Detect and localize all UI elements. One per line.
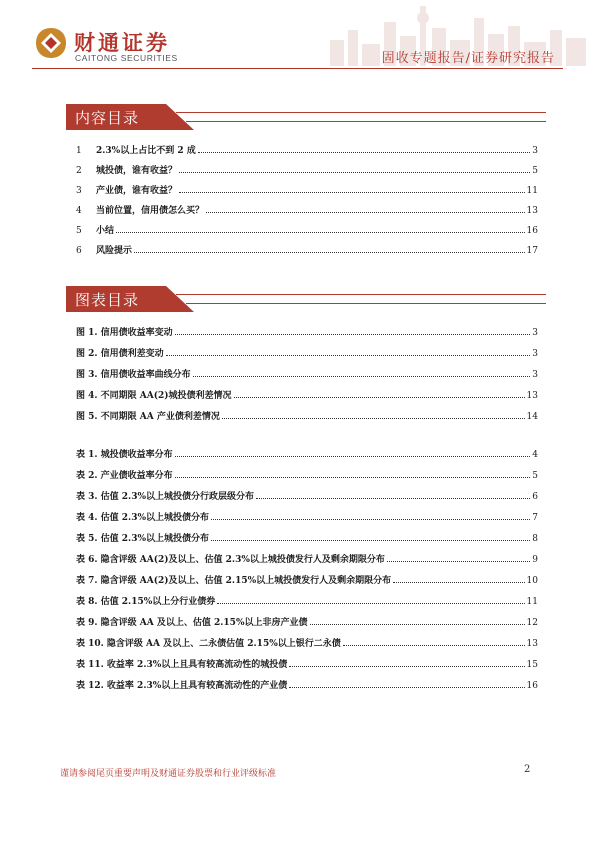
toc-leader-dots [289,666,524,667]
table-item[interactable] [76,444,538,460]
figure-page: 14 [526,412,538,422]
figure-page: 3 [532,349,538,359]
toc-leader-dots [175,456,531,457]
toc-leader-dots [256,498,530,499]
logo-chinese-name: 财通证券 [74,31,170,55]
table-item[interactable] [76,675,538,691]
toc-leader-dots [175,477,531,478]
toc-leader-dots [116,232,525,233]
toc-page: 17 [526,246,538,256]
page-header [0,0,595,80]
report-type: 固收专题报告/证券研究报告 [381,51,555,66]
figure-item[interactable] [76,406,538,422]
figure-page: 3 [532,328,538,338]
toc-item[interactable] [76,140,538,156]
toc-title: 小结 [96,226,115,236]
toc-leader-dots [193,376,531,377]
table-title: 表 10. 隐含评级 AA 及以上、二永债估值 2.15%以上银行二永债 [76,639,341,649]
toc-leader-dots [387,561,530,562]
toc-number: 4 [76,206,82,216]
table-title: 表 4. 估值 2.3%以上城投债分布 [76,513,210,523]
table-title: 表 2. 产业债收益率分布 [76,471,173,481]
caitong-logo-icon [34,26,68,60]
table-item[interactable] [76,612,538,628]
figure-title: 图 3. 信用债收益率曲线分布 [76,370,191,380]
toc-title: 风险提示 [96,246,133,256]
section-rule [186,303,546,304]
toc-leader-dots [211,519,530,520]
toc-leader-dots [206,212,525,213]
toc-title: 2.3%以上占比不到 2 成 [96,146,196,156]
figure-item[interactable] [76,364,538,380]
toc-page: 3 [532,146,538,156]
toc-page: 16 [526,226,538,236]
table-page: 11 [526,597,538,607]
page-number: 2 [524,764,531,775]
table-item[interactable] [76,570,538,586]
table-page: 4 [532,450,538,460]
toc-item[interactable] [76,240,538,256]
table-title: 表 11. 收益率 2.3%以上且具有较高流动性的城投债 [76,660,288,670]
figure-title: 图 1. 信用债收益率变动 [76,328,173,338]
toc-leader-dots [166,355,531,356]
toc-leader-dots [179,172,530,173]
toc-leader-dots [310,624,525,625]
table-page: 12 [526,618,538,628]
table-item[interactable] [76,633,538,649]
table-page: 15 [526,660,538,670]
table-page: 6 [532,492,538,502]
table-item[interactable] [76,486,538,502]
toc-page: 13 [526,206,538,216]
table-item[interactable] [76,528,538,544]
table-item[interactable] [76,507,538,523]
contents-title: 内容目录 [75,109,140,127]
table-page: 10 [526,576,538,586]
table-page: 8 [532,534,538,544]
toc-number: 3 [76,186,82,196]
toc-leader-dots [211,540,530,541]
figure-item[interactable] [76,385,538,401]
table-page: 16 [526,681,538,691]
figures-title: 图表目录 [75,291,140,309]
table-title: 表 3. 估值 2.3%以上城投债分行政层级分布 [76,492,255,502]
table-title: 表 7. 隐含评级 AA(2)及以上、估值 2.15%以上城投债发行人及剩余期限分布 [76,576,392,586]
toc-number: 6 [76,246,82,256]
toc-leader-dots [222,418,525,419]
table-title: 表 5. 估值 2.3%以上城投债分布 [76,534,210,544]
contents-section-header [66,104,546,130]
toc-leader-dots [393,582,524,583]
figure-title: 图 2. 信用债利差变动 [76,349,164,359]
toc-leader-dots [343,645,525,646]
footer-disclaimer: 谨请参阅尾页重要声明及财通证券股票和行业评级标准 [60,769,277,779]
toc-leader-dots [198,152,531,153]
table-item[interactable] [76,654,538,670]
toc-item[interactable] [76,200,538,216]
section-rule [186,121,546,122]
figure-title: 图 4. 不同期限 AA(2)城投债利差情况 [76,391,232,401]
toc-leader-dots [179,192,525,193]
toc-title: 当前位置，信用债怎么买？ [96,206,205,216]
section-rule [176,112,546,113]
toc-leader-dots [217,603,524,604]
toc-number: 2 [76,166,82,176]
logo-english-name: CAITONG SECURITIES [75,53,178,63]
figure-page: 13 [526,391,538,401]
toc-number: 5 [76,226,82,236]
toc-item[interactable] [76,160,538,176]
figure-page: 3 [532,370,538,380]
table-page: 7 [532,513,538,523]
figure-title: 图 5. 不同期限 AA 产业债利差情况 [76,412,220,422]
table-item[interactable] [76,465,538,481]
toc-item[interactable] [76,180,538,196]
toc-leader-dots [175,334,531,335]
table-page: 5 [532,471,538,481]
toc-title: 城投债，谁有收益？ [96,166,178,176]
table-title: 表 1. 城投债收益率分布 [76,450,173,460]
table-title: 表 8. 估值 2.15%以上分行业债券 [76,597,216,607]
table-title: 表 12. 收益率 2.3%以上且具有较高流动性的产业债 [76,681,288,691]
figures-section-header [66,286,546,312]
table-page: 9 [532,555,538,565]
figure-item[interactable] [76,322,538,338]
toc-item[interactable] [76,220,538,236]
toc-number: 1 [76,146,82,156]
toc-leader-dots [289,687,524,688]
toc-title: 产业债，谁有收益？ [96,186,178,196]
toc-leader-dots [134,252,525,253]
table-title: 表 9. 隐含评级 AA 及以上、估值 2.15%以上非房产业债 [76,618,308,628]
table-item[interactable] [76,591,538,607]
header-divider [32,68,563,69]
table-page: 13 [526,639,538,649]
toc-page: 11 [526,186,538,196]
figure-item[interactable] [76,343,538,359]
table-item[interactable] [76,549,538,565]
section-rule [176,294,546,295]
toc-page: 5 [532,166,538,176]
table-title: 表 6. 隐含评级 AA(2)及以上、估值 2.3%以上城投债发行人及剩余期限分布 [76,555,385,565]
toc-leader-dots [234,397,525,398]
